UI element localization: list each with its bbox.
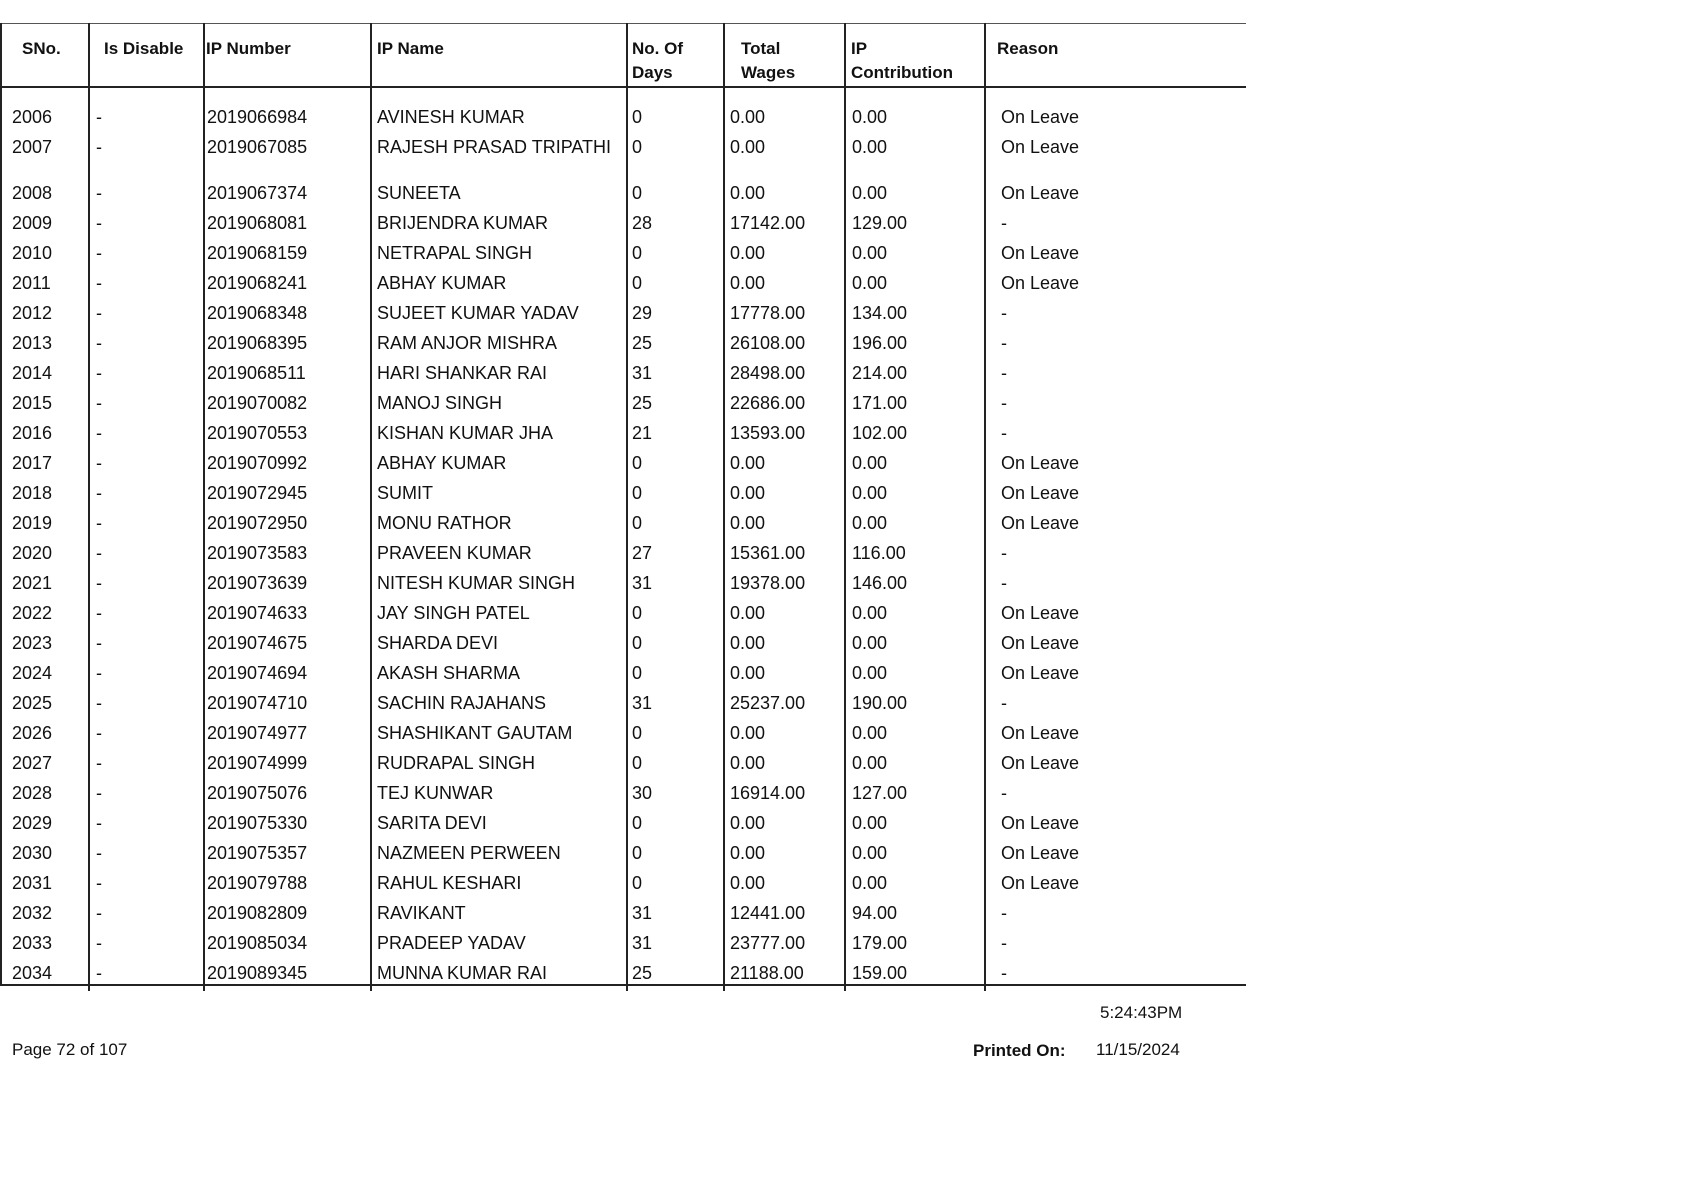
cell-days: 0 bbox=[632, 183, 643, 203]
cell-reason: On Leave bbox=[1001, 603, 1080, 623]
cell-ip-number: 2019068348 bbox=[207, 303, 308, 323]
table-row bbox=[0, 422, 1246, 452]
header-sno: SNo. bbox=[22, 39, 61, 58]
cell-is-disable: - bbox=[96, 423, 102, 443]
cell-ip-contribution: 0.00 bbox=[852, 843, 888, 863]
cell-is-disable: - bbox=[96, 903, 102, 923]
cell-total-wages: 22686.00 bbox=[730, 393, 806, 413]
cell-ip-number: 2019068511 bbox=[207, 363, 306, 383]
cell-ip-contribution: 196.00 bbox=[852, 333, 908, 353]
cell-ip-name: KISHAN KUMAR JHA bbox=[377, 423, 554, 443]
cell-is-disable: - bbox=[96, 213, 102, 233]
cell-total-wages: 25237.00 bbox=[730, 693, 806, 713]
cell-total-wages: 0.00 bbox=[730, 723, 766, 743]
cell-days: 28 bbox=[632, 213, 653, 233]
cell-days: 0 bbox=[632, 723, 643, 743]
cell-total-wages: 16914.00 bbox=[730, 783, 806, 803]
cell-ip-number: 2019074710 bbox=[207, 693, 308, 713]
cell-is-disable: - bbox=[96, 813, 102, 833]
cell-is-disable: - bbox=[96, 393, 102, 413]
cell-days: 30 bbox=[632, 783, 653, 803]
cell-total-wages: 17142.00 bbox=[730, 213, 806, 233]
table-row bbox=[0, 572, 1246, 602]
cell-reason: On Leave bbox=[1001, 107, 1080, 127]
cell-total-wages: 26108.00 bbox=[730, 333, 806, 353]
cell-reason: On Leave bbox=[1001, 813, 1080, 833]
cell-ip-number: 2019074977 bbox=[207, 723, 308, 743]
cell-ip-name: RAHUL KESHARI bbox=[377, 873, 522, 893]
cell-is-disable: - bbox=[96, 693, 102, 713]
cell-ip-name: ABHAY KUMAR bbox=[377, 273, 507, 293]
cell-days: 25 bbox=[632, 963, 653, 983]
table-row bbox=[0, 182, 1246, 212]
cell-ip-contribution: 0.00 bbox=[852, 183, 888, 203]
table-row bbox=[0, 692, 1246, 722]
cell-total-wages: 0.00 bbox=[730, 183, 766, 203]
cell-days: 0 bbox=[632, 453, 643, 473]
cell-ip-number: 2019075330 bbox=[207, 813, 308, 833]
table-row bbox=[0, 722, 1246, 752]
header-days-line2: Days bbox=[632, 63, 673, 82]
cell-ip-contribution: 116.00 bbox=[852, 543, 906, 563]
cell-sno: 2028 bbox=[12, 783, 53, 803]
cell-is-disable: - bbox=[96, 137, 102, 157]
cell-reason: - bbox=[1001, 903, 1007, 923]
table-top-rule bbox=[0, 23, 1246, 24]
cell-ip-contribution: 127.00 bbox=[852, 783, 908, 803]
cell-ip-contribution: 0.00 bbox=[852, 663, 888, 683]
cell-ip-contribution: 0.00 bbox=[852, 273, 888, 293]
cell-ip-number: 2019068081 bbox=[207, 213, 308, 233]
cell-total-wages: 15361.00 bbox=[730, 543, 806, 563]
printed-time: 5:24:43PM bbox=[1100, 1003, 1183, 1022]
cell-total-wages: 0.00 bbox=[730, 843, 766, 863]
cell-reason: - bbox=[1001, 213, 1007, 233]
cell-days: 31 bbox=[632, 903, 653, 923]
page-number: Page 72 of 107 bbox=[12, 1040, 128, 1059]
cell-is-disable: - bbox=[96, 663, 102, 683]
cell-is-disable: - bbox=[96, 843, 102, 863]
header-total-wages bbox=[741, 37, 795, 85]
cell-is-disable: - bbox=[96, 107, 102, 127]
cell-reason: On Leave bbox=[1001, 513, 1080, 533]
cell-ip-contribution: 190.00 bbox=[852, 693, 908, 713]
cell-ip-number: 2019070992 bbox=[207, 453, 308, 473]
cell-reason: - bbox=[1001, 963, 1007, 983]
cell-ip-name: SHASHIKANT GAUTAM bbox=[377, 723, 573, 743]
table-row bbox=[0, 602, 1246, 632]
cell-ip-contribution: 129.00 bbox=[852, 213, 908, 233]
cell-is-disable: - bbox=[96, 513, 102, 533]
table-row bbox=[0, 106, 1246, 136]
cell-days: 31 bbox=[632, 693, 653, 713]
table-row bbox=[0, 332, 1246, 362]
cell-reason: - bbox=[1001, 783, 1007, 803]
cell-ip-contribution: 159.00 bbox=[852, 963, 908, 983]
cell-ip-name: BRIJENDRA KUMAR bbox=[377, 213, 549, 233]
cell-days: 29 bbox=[632, 303, 653, 323]
header-contrib-line1: IP bbox=[851, 39, 868, 58]
header-ip-name: IP Name bbox=[377, 39, 444, 58]
cell-sno: 2027 bbox=[12, 753, 53, 773]
cell-days: 0 bbox=[632, 513, 643, 533]
cell-ip-name: MUNNA KUMAR RAI bbox=[377, 963, 548, 983]
cell-reason: On Leave bbox=[1001, 273, 1080, 293]
cell-sno: 2012 bbox=[12, 303, 53, 323]
cell-is-disable: - bbox=[96, 573, 102, 593]
cell-sno: 2021 bbox=[12, 573, 53, 593]
cell-days: 25 bbox=[632, 333, 653, 353]
cell-sno: 2025 bbox=[12, 693, 53, 713]
cell-is-disable: - bbox=[96, 603, 102, 623]
header-wages-line1: Total bbox=[741, 39, 781, 58]
cell-ip-contribution: 0.00 bbox=[852, 723, 888, 743]
cell-is-disable: - bbox=[96, 303, 102, 323]
cell-days: 0 bbox=[632, 107, 643, 127]
cell-sno: 2022 bbox=[12, 603, 53, 623]
cell-reason: On Leave bbox=[1001, 453, 1080, 473]
cell-is-disable: - bbox=[96, 783, 102, 803]
table-row bbox=[0, 932, 1246, 962]
cell-sno: 2023 bbox=[12, 633, 53, 653]
header-bottom-rule bbox=[0, 86, 1246, 88]
cell-days: 31 bbox=[632, 933, 653, 953]
cell-ip-number: 2019085034 bbox=[207, 933, 308, 953]
cell-days: 0 bbox=[632, 483, 643, 503]
cell-ip-number: 2019089345 bbox=[207, 963, 308, 983]
table-row bbox=[0, 452, 1246, 482]
cell-total-wages: 12441.00 bbox=[730, 903, 806, 923]
cell-days: 25 bbox=[632, 393, 653, 413]
cell-reason: - bbox=[1001, 693, 1007, 713]
cell-ip-name: SHARDA DEVI bbox=[377, 633, 499, 653]
cell-reason: - bbox=[1001, 423, 1007, 443]
cell-ip-number: 2019073639 bbox=[207, 573, 308, 593]
cell-sno: 2015 bbox=[12, 393, 53, 413]
cell-is-disable: - bbox=[96, 753, 102, 773]
cell-ip-contribution: 0.00 bbox=[852, 813, 888, 833]
table-row bbox=[0, 662, 1246, 692]
cell-is-disable: - bbox=[96, 363, 102, 383]
table-row bbox=[0, 482, 1246, 512]
cell-ip-number: 2019074694 bbox=[207, 663, 308, 683]
cell-ip-name: NETRAPAL SINGH bbox=[377, 243, 533, 263]
cell-is-disable: - bbox=[96, 183, 102, 203]
cell-ip-number: 2019070082 bbox=[207, 393, 308, 413]
cell-ip-number: 2019074633 bbox=[207, 603, 308, 623]
cell-ip-number: 2019075076 bbox=[207, 783, 308, 803]
cell-days: 0 bbox=[632, 273, 643, 293]
cell-reason: On Leave bbox=[1001, 843, 1080, 863]
cell-sno: 2018 bbox=[12, 483, 53, 503]
cell-sno: 2008 bbox=[12, 183, 53, 203]
cell-is-disable: - bbox=[96, 333, 102, 353]
header-wages-line2: Wages bbox=[741, 63, 796, 82]
cell-ip-contribution: 134.00 bbox=[852, 303, 908, 323]
cell-sno: 2020 bbox=[12, 543, 53, 563]
printed-date: 11/15/2024 bbox=[1096, 1040, 1180, 1059]
cell-ip-name: NITESH KUMAR SINGH bbox=[377, 573, 576, 593]
header-ip-number: IP Number bbox=[206, 39, 291, 58]
cell-total-wages: 17778.00 bbox=[730, 303, 806, 323]
cell-ip-contribution: 0.00 bbox=[852, 107, 888, 127]
cell-ip-contribution: 0.00 bbox=[852, 633, 888, 653]
cell-ip-name: PRAVEEN KUMAR bbox=[377, 543, 532, 563]
cell-days: 27 bbox=[632, 543, 653, 563]
cell-reason: - bbox=[1001, 543, 1007, 563]
cell-reason: On Leave bbox=[1001, 137, 1080, 157]
printed-on-label: Printed On: bbox=[973, 1041, 1066, 1060]
table-row bbox=[0, 542, 1246, 572]
cell-ip-number: 2019074675 bbox=[207, 633, 308, 653]
table-row bbox=[0, 842, 1246, 872]
cell-reason: - bbox=[1001, 303, 1007, 323]
cell-reason: On Leave bbox=[1001, 723, 1080, 743]
table-row bbox=[0, 872, 1246, 902]
cell-sno: 2033 bbox=[12, 933, 53, 953]
cell-days: 0 bbox=[632, 633, 643, 653]
cell-ip-name: SUNEETA bbox=[377, 183, 461, 203]
cell-sno: 2026 bbox=[12, 723, 53, 743]
cell-ip-name: TEJ KUNWAR bbox=[377, 783, 494, 803]
cell-ip-number: 2019066984 bbox=[207, 107, 308, 127]
cell-ip-number: 2019072950 bbox=[207, 513, 308, 533]
cell-ip-name: SUMIT bbox=[377, 483, 433, 503]
cell-sno: 2009 bbox=[12, 213, 53, 233]
table-row bbox=[0, 962, 1246, 992]
cell-is-disable: - bbox=[96, 933, 102, 953]
cell-total-wages: 0.00 bbox=[730, 873, 766, 893]
cell-reason: On Leave bbox=[1001, 753, 1080, 773]
cell-is-disable: - bbox=[96, 963, 102, 983]
header-is-disable: Is Disable bbox=[104, 39, 184, 58]
cell-reason: On Leave bbox=[1001, 183, 1080, 203]
cell-days: 0 bbox=[632, 663, 643, 683]
cell-total-wages: 0.00 bbox=[730, 137, 766, 157]
table-row bbox=[0, 812, 1246, 842]
cell-ip-number: 2019070553 bbox=[207, 423, 308, 443]
cell-total-wages: 0.00 bbox=[730, 603, 766, 623]
header-no-of-days bbox=[632, 37, 683, 85]
cell-days: 0 bbox=[632, 873, 643, 893]
cell-total-wages: 0.00 bbox=[730, 243, 766, 263]
cell-sno: 2006 bbox=[12, 107, 53, 127]
cell-is-disable: - bbox=[96, 543, 102, 563]
cell-ip-name: SACHIN RAJAHANS bbox=[377, 693, 547, 713]
table-row bbox=[0, 782, 1246, 812]
cell-ip-contribution: 0.00 bbox=[852, 137, 888, 157]
cell-sno: 2029 bbox=[12, 813, 53, 833]
cell-is-disable: - bbox=[96, 483, 102, 503]
cell-total-wages: 0.00 bbox=[730, 663, 766, 683]
cell-reason: On Leave bbox=[1001, 663, 1080, 683]
cell-ip-name: SARITA DEVI bbox=[377, 813, 487, 833]
cell-total-wages: 19378.00 bbox=[730, 573, 806, 593]
cell-sno: 2034 bbox=[12, 963, 53, 983]
cell-ip-name: HARI SHANKAR RAI bbox=[377, 363, 548, 383]
cell-is-disable: - bbox=[96, 273, 102, 293]
header-contrib-line2: Contribution bbox=[851, 63, 953, 82]
header-reason: Reason bbox=[997, 39, 1059, 58]
cell-sno: 2010 bbox=[12, 243, 53, 263]
cell-ip-number: 2019068241 bbox=[207, 273, 308, 293]
cell-ip-contribution: 94.00 bbox=[852, 903, 898, 923]
cell-ip-contribution: 102.00 bbox=[852, 423, 908, 443]
cell-ip-number: 2019067374 bbox=[207, 183, 308, 203]
cell-days: 31 bbox=[632, 573, 653, 593]
cell-reason: On Leave bbox=[1001, 243, 1080, 263]
cell-ip-number: 2019073583 bbox=[207, 543, 308, 563]
cell-reason: On Leave bbox=[1001, 633, 1080, 653]
cell-ip-name: RAJESH PRASAD TRIPATHI bbox=[377, 137, 612, 157]
cell-is-disable: - bbox=[96, 723, 102, 743]
cell-reason: - bbox=[1001, 333, 1007, 353]
cell-total-wages: 28498.00 bbox=[730, 363, 806, 383]
cell-ip-number: 2019074999 bbox=[207, 753, 308, 773]
cell-ip-name: RAVIKANT bbox=[377, 903, 466, 923]
cell-sno: 2032 bbox=[12, 903, 53, 923]
cell-ip-name: NAZMEEN PERWEEN bbox=[377, 843, 561, 863]
cell-ip-number: 2019075357 bbox=[207, 843, 308, 863]
cell-ip-number: 2019079788 bbox=[207, 873, 308, 893]
cell-sno: 2013 bbox=[12, 333, 53, 353]
table-row bbox=[0, 302, 1246, 332]
cell-total-wages: 0.00 bbox=[730, 453, 766, 473]
cell-ip-name: MANOJ SINGH bbox=[377, 393, 503, 413]
table-row bbox=[0, 632, 1246, 662]
cell-days: 0 bbox=[632, 243, 643, 263]
table-row bbox=[0, 902, 1246, 932]
cell-reason: On Leave bbox=[1001, 483, 1080, 503]
cell-ip-contribution: 0.00 bbox=[852, 603, 888, 623]
cell-ip-number: 2019068159 bbox=[207, 243, 308, 263]
cell-days: 0 bbox=[632, 137, 643, 157]
table-row bbox=[0, 242, 1246, 272]
cell-total-wages: 0.00 bbox=[730, 107, 766, 127]
table-row bbox=[0, 212, 1246, 242]
cell-total-wages: 0.00 bbox=[730, 273, 766, 293]
cell-ip-number: 2019072945 bbox=[207, 483, 308, 503]
cell-ip-name: AKASH SHARMA bbox=[377, 663, 521, 683]
cell-reason: - bbox=[1001, 363, 1007, 383]
cell-total-wages: 23777.00 bbox=[730, 933, 806, 953]
cell-ip-name: RUDRAPAL SINGH bbox=[377, 753, 536, 773]
cell-total-wages: 0.00 bbox=[730, 513, 766, 533]
header-ip-contribution bbox=[851, 37, 953, 85]
cell-sno: 2017 bbox=[12, 453, 53, 473]
cell-ip-name: RAM ANJOR MISHRA bbox=[377, 333, 558, 353]
header-days-line1: No. Of bbox=[632, 39, 683, 58]
cell-total-wages: 0.00 bbox=[730, 813, 766, 833]
cell-sno: 2007 bbox=[12, 137, 53, 157]
cell-ip-contribution: 0.00 bbox=[852, 513, 888, 533]
cell-reason: - bbox=[1001, 393, 1007, 413]
cell-sno: 2014 bbox=[12, 363, 53, 383]
cell-ip-name: AVINESH KUMAR bbox=[377, 107, 525, 127]
cell-sno: 2019 bbox=[12, 513, 53, 533]
cell-ip-contribution: 0.00 bbox=[852, 483, 888, 503]
cell-is-disable: - bbox=[96, 873, 102, 893]
cell-ip-contribution: 171.00 bbox=[852, 393, 908, 413]
cell-reason: On Leave bbox=[1001, 873, 1080, 893]
table-row bbox=[0, 136, 1246, 166]
cell-total-wages: 13593.00 bbox=[730, 423, 806, 443]
cell-days: 31 bbox=[632, 363, 653, 383]
cell-ip-number: 2019067085 bbox=[207, 137, 308, 157]
cell-ip-contribution: 0.00 bbox=[852, 873, 888, 893]
cell-reason: - bbox=[1001, 573, 1007, 593]
cell-ip-name: SUJEET KUMAR YADAV bbox=[377, 303, 579, 323]
cell-days: 0 bbox=[632, 753, 643, 773]
cell-is-disable: - bbox=[96, 243, 102, 263]
cell-sno: 2016 bbox=[12, 423, 53, 443]
cell-days: 0 bbox=[632, 813, 643, 833]
table-row bbox=[0, 362, 1246, 392]
cell-is-disable: - bbox=[96, 453, 102, 473]
cell-sno: 2031 bbox=[12, 873, 53, 893]
cell-reason: - bbox=[1001, 933, 1007, 953]
table-row bbox=[0, 752, 1246, 782]
cell-ip-name: MONU RATHOR bbox=[377, 513, 512, 533]
cell-ip-contribution: 0.00 bbox=[852, 243, 888, 263]
table-row bbox=[0, 392, 1246, 422]
cell-ip-contribution: 0.00 bbox=[852, 753, 888, 773]
cell-total-wages: 0.00 bbox=[730, 633, 766, 653]
cell-sno: 2030 bbox=[12, 843, 53, 863]
cell-ip-name: PRADEEP YADAV bbox=[377, 933, 526, 953]
contribution-table bbox=[0, 23, 1246, 986]
cell-ip-contribution: 179.00 bbox=[852, 933, 908, 953]
cell-ip-number: 2019068395 bbox=[207, 333, 308, 353]
cell-total-wages: 0.00 bbox=[730, 483, 766, 503]
cell-days: 0 bbox=[632, 603, 643, 623]
cell-days: 0 bbox=[632, 843, 643, 863]
cell-is-disable: - bbox=[96, 633, 102, 653]
cell-sno: 2024 bbox=[12, 663, 53, 683]
cell-ip-number: 2019082809 bbox=[207, 903, 308, 923]
cell-days: 21 bbox=[632, 423, 653, 443]
cell-ip-contribution: 0.00 bbox=[852, 453, 888, 473]
cell-ip-name: JAY SINGH PATEL bbox=[377, 603, 530, 623]
cell-ip-contribution: 146.00 bbox=[852, 573, 908, 593]
cell-ip-contribution: 214.00 bbox=[852, 363, 908, 383]
cell-total-wages: 21188.00 bbox=[730, 963, 804, 983]
cell-total-wages: 0.00 bbox=[730, 753, 766, 773]
cell-sno: 2011 bbox=[12, 273, 51, 293]
table-row bbox=[0, 272, 1246, 302]
cell-ip-name: ABHAY KUMAR bbox=[377, 453, 507, 473]
table-row bbox=[0, 512, 1246, 542]
